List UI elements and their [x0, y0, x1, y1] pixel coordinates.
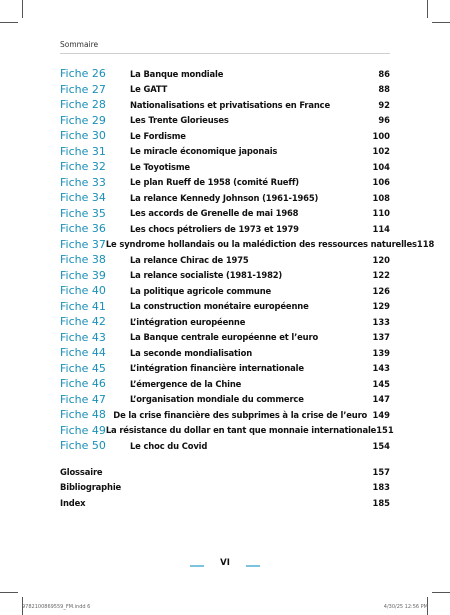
- crop-mark: [0, 22, 18, 23]
- fiche-page-number: 120: [372, 254, 390, 265]
- fiche-page-number: 114: [372, 223, 390, 234]
- back-matter-title: Index: [60, 497, 86, 508]
- fiche-page-number: 88: [378, 84, 390, 95]
- fiche-page-number: 96: [378, 115, 390, 126]
- fiche-label: Fiche 40: [60, 284, 106, 298]
- toc-entry[interactable]: [60, 407, 390, 423]
- fiche-page-number: 154: [372, 440, 390, 451]
- fiche-page-number: 151: [376, 425, 394, 436]
- crop-mark: [0, 592, 18, 593]
- fiche-label: Fiche 35: [60, 206, 106, 220]
- fiche-label: Fiche 34: [60, 191, 106, 205]
- back-matter-list: [60, 464, 390, 511]
- fiche-page-number: 149: [372, 409, 390, 420]
- fiche-page-number: 108: [372, 192, 390, 203]
- fiche-label: Fiche 48: [60, 408, 106, 422]
- back-matter-title: Bibliographie: [60, 482, 122, 493]
- fiche-label: Fiche 30: [60, 129, 106, 143]
- toc-entry[interactable]: [60, 221, 390, 237]
- toc-entry[interactable]: [60, 268, 390, 284]
- fiche-label: Fiche 41: [60, 299, 106, 313]
- fiche-page-number: 118: [416, 239, 435, 250]
- fiche-page-number: 133: [372, 316, 390, 327]
- fiche-page-number: 86: [378, 68, 390, 79]
- toc-entry[interactable]: [60, 345, 390, 361]
- back-matter-title: Glossaire: [60, 466, 103, 477]
- fiche-label: Fiche 45: [60, 361, 106, 375]
- table-of-contents: [60, 66, 435, 454]
- fiche-title: Les Trente Glorieuses: [130, 115, 229, 126]
- fiche-label: Fiche 46: [60, 377, 106, 391]
- fiche-title: La construction monétaire européenne: [130, 301, 309, 312]
- fiche-label: Fiche 31: [60, 144, 106, 158]
- footer-dash-right: [246, 565, 260, 567]
- crop-mark: [22, 0, 23, 18]
- fiche-title: De la crise financière des subprimes à la crise de l’euro: [113, 409, 368, 420]
- fiche-title: L’intégration européenne: [130, 316, 246, 327]
- toc-entry[interactable]: [60, 361, 390, 377]
- toc-entry[interactable]: [60, 330, 390, 346]
- fiche-title: La politique agricole commune: [130, 285, 272, 296]
- fiche-label: Fiche 29: [60, 113, 106, 127]
- toc-entry[interactable]: [60, 283, 390, 299]
- fiche-title: Le Toyotisme: [130, 161, 190, 172]
- toc-entry[interactable]: [60, 128, 390, 144]
- fiche-title: Le choc du Covid: [130, 440, 208, 451]
- fiche-title: Le plan Rueff de 1958 (comité Rueff): [130, 177, 299, 188]
- fiche-title: Le Fordisme: [130, 130, 186, 141]
- crop-mark: [427, 0, 428, 18]
- toc-entry[interactable]: [60, 252, 390, 268]
- fiche-label: Fiche 27: [60, 82, 106, 96]
- fiche-label: Fiche 49: [60, 423, 106, 437]
- fiche-label: Fiche 37: [60, 237, 106, 251]
- fiche-page-number: 102: [372, 146, 390, 157]
- back-matter-page-number: 185: [372, 497, 390, 508]
- fiche-title: La relance socialiste (1981-1982): [130, 270, 283, 281]
- toc-entry[interactable]: [60, 314, 390, 330]
- toc-entry[interactable]: [60, 175, 390, 191]
- fiche-page-number: 100: [372, 130, 390, 141]
- fiche-title: Les chocs pétroliers de 1973 et 1979: [130, 223, 299, 234]
- fiche-title: L’intégration financière internationale: [130, 363, 304, 374]
- page-number: VI: [220, 558, 230, 568]
- fiche-page-number: 129: [372, 301, 390, 312]
- back-matter-entry[interactable]: [60, 464, 390, 480]
- toc-entry[interactable]: [60, 438, 390, 454]
- fiche-title: La relance Chirac de 1975: [130, 254, 249, 265]
- toc-entry[interactable]: [60, 144, 390, 160]
- toc-entry[interactable]: [60, 190, 390, 206]
- fiche-label: Fiche 50: [60, 439, 106, 453]
- fiche-title: Le GATT: [130, 84, 168, 95]
- fiche-label: Fiche 32: [60, 160, 106, 174]
- toc-entry[interactable]: [60, 97, 390, 113]
- toc-entry[interactable]: [60, 66, 390, 82]
- crop-mark: [432, 592, 450, 593]
- fiche-page-number: 143: [372, 363, 390, 374]
- fiche-label: Fiche 33: [60, 175, 106, 189]
- fiche-title: La Banque centrale européenne et l’euro: [130, 332, 319, 343]
- running-head: Sommaire: [60, 40, 99, 49]
- toc-entry[interactable]: [60, 113, 390, 129]
- back-matter-entry[interactable]: [60, 495, 390, 511]
- fiche-page-number: 92: [378, 99, 390, 110]
- fiche-page-number: 110: [372, 208, 390, 219]
- fiche-label: Fiche 38: [60, 253, 106, 267]
- fiche-title: Les accords de Grenelle de mai 1968: [130, 208, 299, 219]
- fiche-title: L’organisation mondiale du commerce: [130, 394, 304, 405]
- back-matter-page-number: 157: [372, 466, 390, 477]
- fiche-title: La Banque mondiale: [130, 68, 224, 79]
- fiche-page-number: 126: [372, 285, 390, 296]
- fiche-title: La relance Kennedy Johnson (1961-1965): [130, 192, 319, 203]
- fiche-label: Fiche 44: [60, 346, 106, 360]
- fiche-label: Fiche 26: [60, 67, 106, 81]
- fiche-title: La seconde mondialisation: [130, 347, 253, 358]
- fiche-page-number: 137: [372, 332, 390, 343]
- fiche-page-number: 104: [372, 161, 390, 172]
- fiche-page-number: 147: [372, 394, 390, 405]
- fiche-label: Fiche 28: [60, 98, 106, 112]
- toc-entry[interactable]: [60, 206, 390, 222]
- toc-entry[interactable]: [60, 299, 390, 315]
- toc-entry[interactable]: [60, 237, 435, 253]
- fiche-title: Le syndrome hollandais ou la malédiction des ressources naturelles: [105, 239, 417, 250]
- fiche-title: La résistance du dollar en tant que monnaie internationale: [105, 425, 377, 436]
- fiche-label: Fiche 39: [60, 268, 106, 282]
- toc-entry[interactable]: [60, 82, 390, 98]
- fiche-page-number: 106: [372, 177, 390, 188]
- header-rule: [60, 53, 390, 54]
- toc-entry[interactable]: [60, 159, 390, 175]
- fiche-label: Fiche 42: [60, 315, 106, 329]
- toc-entry[interactable]: [60, 392, 390, 408]
- print-slug-file: 9782100869559_FM.indd 6: [22, 604, 91, 610]
- back-matter-entry[interactable]: [60, 480, 390, 496]
- back-matter-page-number: 183: [372, 482, 390, 493]
- fiche-label: Fiche 36: [60, 222, 106, 236]
- fiche-page-number: 122: [372, 270, 390, 281]
- toc-entry[interactable]: [60, 376, 390, 392]
- fiche-title: Le miracle économique japonais: [130, 146, 278, 157]
- fiche-title: L’émergence de la Chine: [130, 378, 242, 389]
- toc-entry[interactable]: [60, 423, 394, 439]
- fiche-page-number: 145: [372, 378, 390, 389]
- fiche-page-number: 139: [372, 347, 390, 358]
- fiche-label: Fiche 47: [60, 392, 106, 406]
- fiche-label: Fiche 43: [60, 330, 106, 344]
- print-slug-timestamp: 4/30/25 12:56 PM: [383, 604, 428, 610]
- crop-mark: [432, 22, 450, 23]
- fiche-title: Nationalisations et privatisations en France: [130, 99, 331, 110]
- page-footer: [0, 558, 450, 572]
